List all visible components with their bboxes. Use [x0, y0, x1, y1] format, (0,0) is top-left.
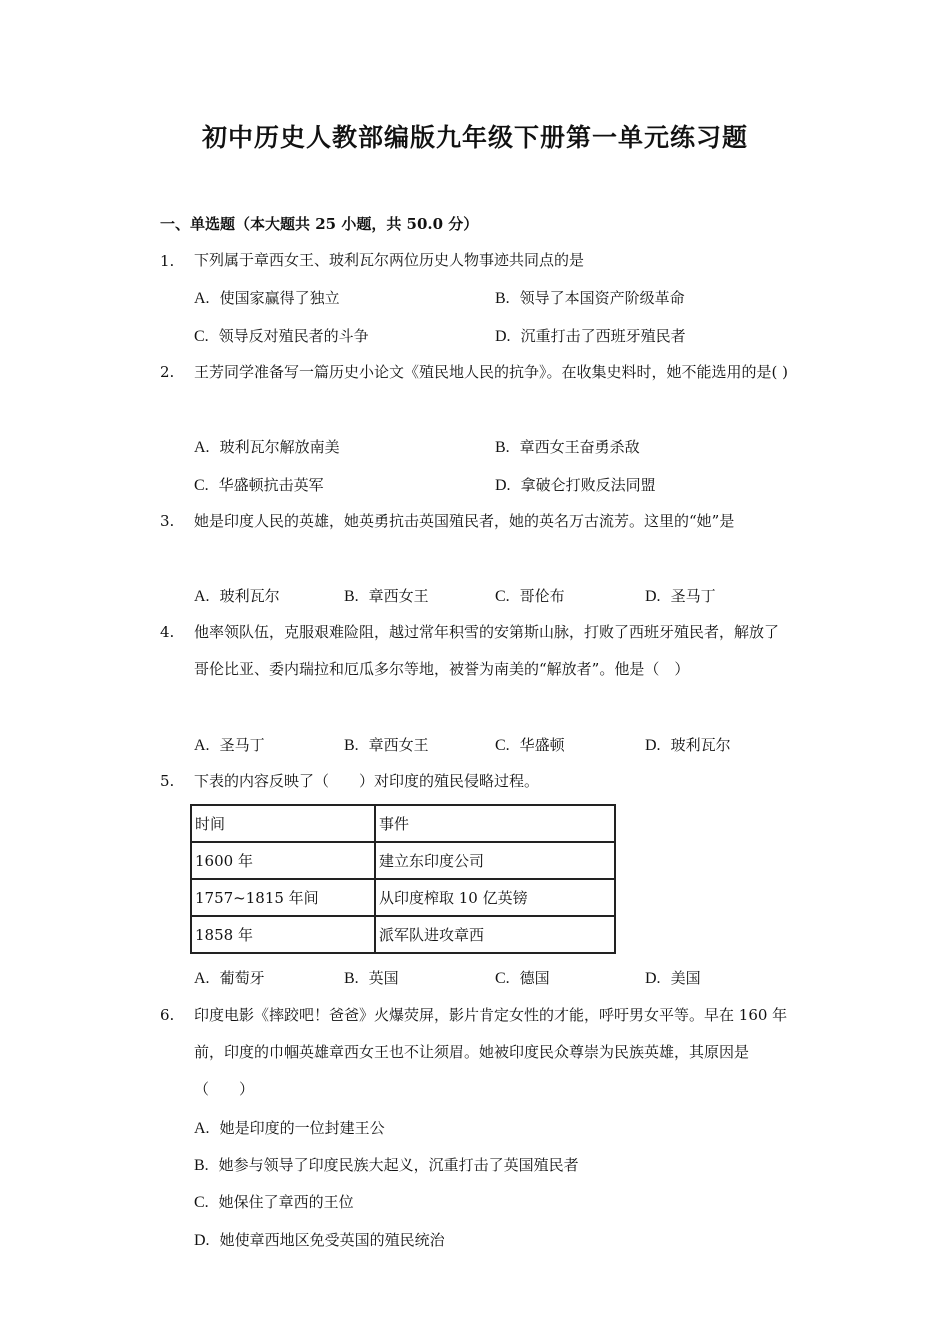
section-heading: 一、单选题（本大题共 25 小题，共 50.0 分）	[160, 215, 479, 233]
option-d[interactable]	[495, 325, 686, 346]
option-label: C.	[495, 588, 510, 605]
table-header-cell: 时间	[191, 805, 375, 842]
table-cell: 派军队进攻章西	[375, 916, 615, 953]
option-text: 玻利瓦尔解放南美	[219, 438, 340, 456]
option-text: 拿破仑打败反法同盟	[520, 476, 656, 494]
option-text: 她参与领导了印度民族大起义，沉重打击了英国殖民者	[218, 1156, 579, 1174]
option-d[interactable]	[645, 967, 701, 988]
question-stem: 下列属于章西女王、玻利瓦尔两位历史人物事迹共同点的是	[194, 251, 585, 269]
question-stem: 她是印度人民的英雄，她英勇抗击英国殖民者，她的英名万古流芳。这里的“她”是	[194, 512, 735, 530]
option-text: 她保住了章西的王位	[218, 1193, 354, 1211]
option-label: B.	[344, 737, 359, 754]
option-a[interactable]	[194, 967, 265, 988]
option-label: A.	[194, 1120, 210, 1137]
option-label: C.	[194, 477, 209, 494]
option-label: A.	[194, 588, 210, 605]
option-text: 华盛顿抗击英军	[218, 476, 324, 494]
option-d[interactable]	[645, 585, 716, 606]
table-cell: 1757~1815 年间	[191, 879, 375, 916]
option-label: C.	[495, 970, 510, 987]
page-title: 初中历史人教部编版九年级下册第一单元练习题	[201, 123, 748, 152]
option-c[interactable]	[495, 585, 565, 606]
option-label: D.	[495, 328, 511, 345]
option-label: C.	[194, 1194, 209, 1211]
option-text: 葡萄牙	[219, 969, 265, 987]
option-b[interactable]	[495, 287, 685, 308]
option-label: A.	[194, 290, 210, 307]
option-text: 华盛顿	[519, 736, 565, 754]
option-a[interactable]	[194, 436, 340, 457]
question-number: 5.	[160, 772, 175, 790]
question-stem: 他率领队伍，克服艰难险阻，越过常年积雪的安第斯山脉，打败了西班牙殖民者，解放了哥伦比亚、委内瑞拉和厄瓜多尔等地，被誉为南美的“解放者”。他是（ ）	[194, 623, 780, 678]
option-b[interactable]	[194, 1154, 579, 1175]
option-label: A.	[194, 737, 210, 754]
option-label: B.	[495, 439, 510, 456]
option-label: D.	[645, 970, 661, 987]
question-number: 2.	[160, 363, 175, 381]
option-label: D.	[194, 1232, 210, 1249]
option-text: 哥伦布	[519, 587, 565, 605]
table-row	[191, 879, 615, 916]
table-cell: 1600 年	[191, 842, 375, 879]
option-text: 章西女王奋勇杀敌	[519, 438, 640, 456]
option-text: 美国	[670, 969, 701, 987]
question-number: 3.	[160, 512, 175, 530]
option-b[interactable]	[344, 734, 429, 755]
question-number: 1.	[160, 252, 175, 270]
option-label: A.	[194, 970, 210, 987]
option-text: 玻利瓦尔	[219, 587, 280, 605]
option-d[interactable]	[495, 474, 656, 495]
option-d[interactable]	[645, 734, 731, 755]
question-stem: 王芳同学准备写一篇历史小论文《殖民地人民的抗争》。在收集史料时，她不能选用的是( )	[194, 363, 788, 381]
option-b[interactable]	[495, 436, 640, 457]
option-label: C.	[495, 737, 510, 754]
question-stem: 下表的内容反映了（ ）对印度的殖民侵略过程。	[194, 772, 540, 790]
option-label: B.	[495, 290, 510, 307]
option-text: 使国家赢得了独立	[219, 289, 340, 307]
question-number: 6.	[160, 1006, 175, 1024]
option-text: 德国	[519, 969, 550, 987]
option-c[interactable]	[495, 967, 550, 988]
option-a[interactable]	[194, 287, 340, 308]
table-header-cell: 事件	[375, 805, 615, 842]
option-label: B.	[194, 1157, 209, 1174]
table-cell: 1858 年	[191, 916, 375, 953]
table-cell: 从印度榨取 10 亿英镑	[375, 879, 615, 916]
option-d[interactable]	[194, 1229, 445, 1250]
option-c[interactable]	[194, 474, 324, 495]
option-text: 章西女王	[368, 587, 429, 605]
option-label: A.	[194, 439, 210, 456]
option-c[interactable]	[194, 1191, 354, 1212]
option-text: 领导了本国资产阶级革命	[519, 289, 685, 307]
option-a[interactable]	[194, 1117, 385, 1138]
data-table	[190, 804, 616, 954]
table-header-row	[191, 805, 615, 842]
option-label: D.	[645, 588, 661, 605]
option-text: 她是印度的一位封建王公	[219, 1119, 385, 1137]
option-a[interactable]	[194, 734, 265, 755]
table-row	[191, 842, 615, 879]
option-text: 沉重打击了西班牙殖民者	[520, 327, 686, 345]
option-text: 英国	[368, 969, 399, 987]
option-label: C.	[194, 328, 209, 345]
option-c[interactable]	[495, 734, 565, 755]
option-label: D.	[645, 737, 661, 754]
option-a[interactable]	[194, 585, 280, 606]
option-label: D.	[495, 477, 511, 494]
option-text: 她使章西地区免受英国的殖民统治	[219, 1231, 445, 1249]
table-row	[191, 916, 615, 953]
option-text: 章西女王	[368, 736, 429, 754]
question-number: 4.	[160, 623, 175, 641]
option-text: 领导反对殖民者的斗争	[218, 327, 369, 345]
option-text: 圣马丁	[670, 587, 716, 605]
option-text: 玻利瓦尔	[670, 736, 731, 754]
option-b[interactable]	[344, 967, 399, 988]
question-stem: 印度电影《摔跤吧！爸爸》火爆荧屏，影片肯定女性的才能，呼吁男女平等。早在 160 年前，印度的巾帼英雄章西女王也不让须眉。她被印度民众尊崇为民族英雄，其原因是（ ）	[194, 1006, 788, 1098]
option-c[interactable]	[194, 325, 369, 346]
option-b[interactable]	[344, 585, 429, 606]
option-label: B.	[344, 588, 359, 605]
option-text: 圣马丁	[219, 736, 265, 754]
option-label: B.	[344, 970, 359, 987]
table-cell: 建立东印度公司	[375, 842, 615, 879]
